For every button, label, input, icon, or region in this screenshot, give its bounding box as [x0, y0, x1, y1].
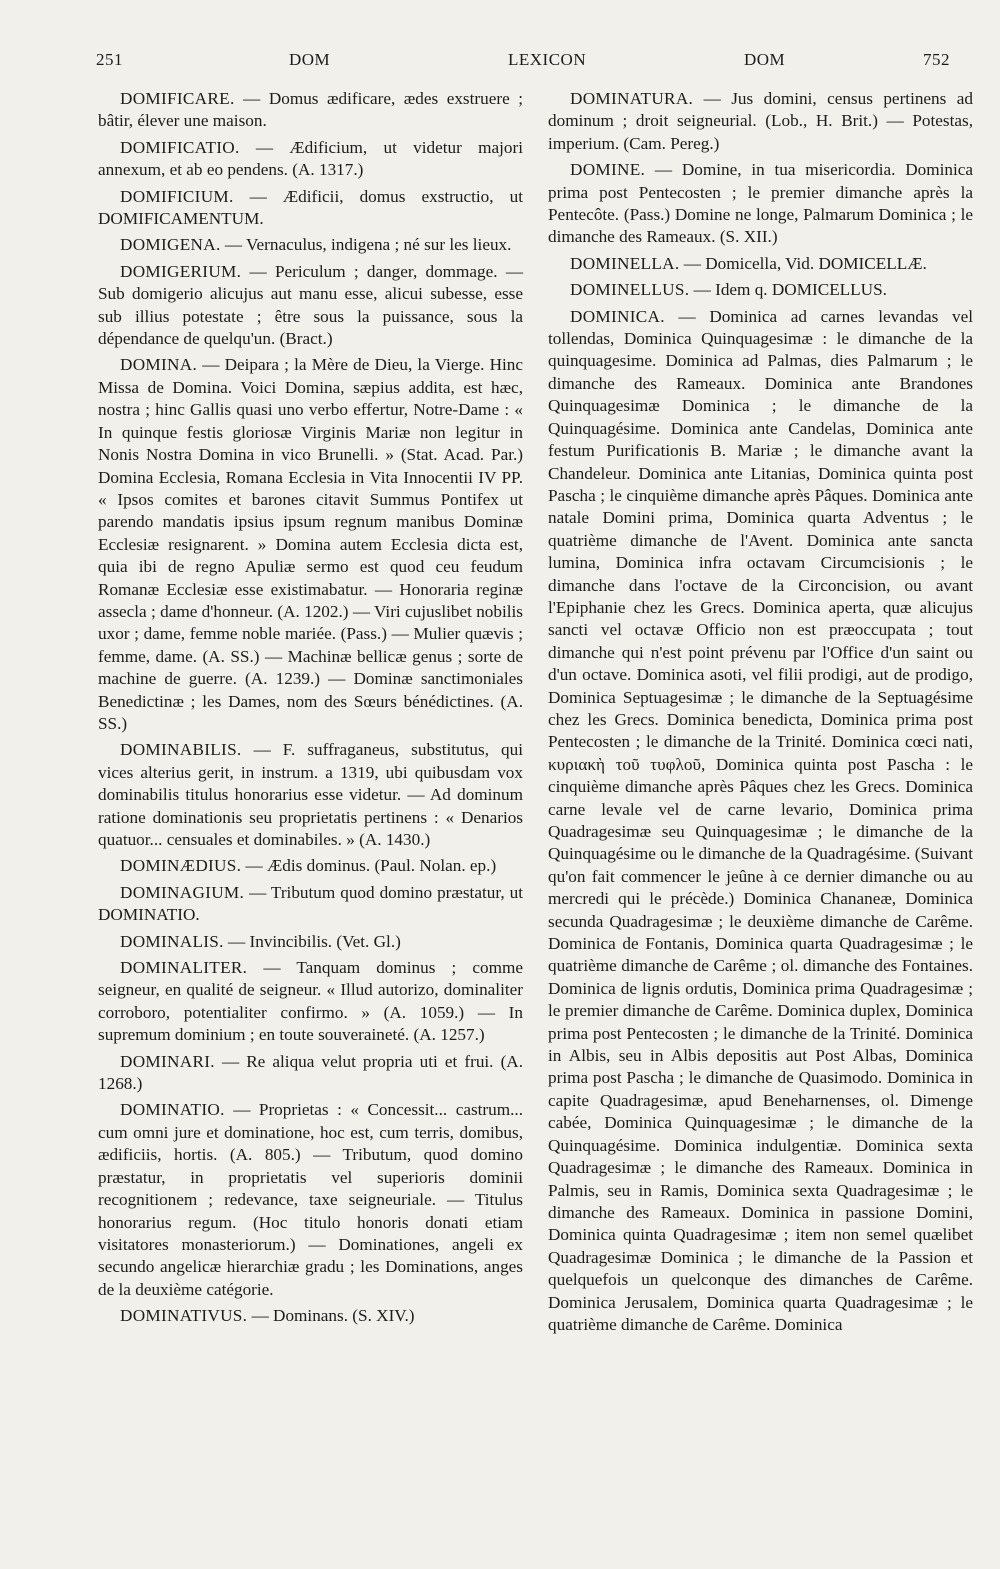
entry-definition: — Domicella, Vid. DOMICELLÆ. [683, 253, 927, 273]
entry-definition: — Tributum quod domino præstatur, ut DOMINATIO. [98, 882, 523, 925]
entry-headword: DOMINELLA. [570, 253, 680, 273]
dictionary-entry [98, 1051, 523, 1096]
left-column [98, 88, 523, 1332]
dictionary-entry [98, 739, 523, 851]
entry-headword: DOMINARI. [120, 1051, 215, 1071]
entry-headword: DOMIFICARE. [120, 89, 235, 108]
entry-headword: DOMINATIO. [120, 1100, 225, 1120]
entry-headword: DOMIFICATIO. [120, 137, 240, 157]
entry-headword: DOMINABILIS. [120, 740, 242, 760]
dictionary-entry [548, 253, 973, 275]
entry-headword: DOMINALIS. [120, 931, 224, 951]
dictionary-entry [98, 234, 523, 256]
running-title: LEXICON [508, 50, 587, 69]
dictionary-entry [98, 137, 523, 182]
entry-headword: DOMINALITER. [120, 958, 248, 978]
dictionary-entry [98, 882, 523, 927]
dictionary-entry [548, 159, 973, 249]
entry-headword: DOMIGENA. [120, 235, 221, 255]
right-column [548, 88, 973, 1340]
dictionary-entry [98, 855, 523, 877]
page-number-right: 752 [923, 50, 950, 69]
entry-headword: DOMINE. [570, 160, 646, 180]
dictionary-entry [548, 279, 973, 301]
dictionary-entry [98, 88, 523, 133]
entry-definition: — Tanquam dominus ; comme seigneur, en qualité de seigneur. « Illud autorizo, dominaliter corroboro, potentialiter confirmo. » (A. 1059.) — In supremum dominium ; en toute souveraineté. (A. 1257.) [98, 958, 524, 1045]
entry-definition: — Idem q. DOMICELLUS. [693, 280, 887, 300]
entry-definition: — Deipara ; la Mère de Dieu, la Vierge. Hinc Missa de Domina. Voici Domina, sæpius addita, est hæc, nostra ; hinc Gallis quasi uno verbo effertur, Notre-Dame : « In quinque festis gloriosæ Virginis Mariæ non legitur in Nonis Nostra Domina in vico Brunelli. » (Stat. Acad. Par.) Domina Ecclesia, Romana Ecclesia in Vita Innocentii IV PP. « Ipsos comites et barones citavit Summus Pontifex ut parendo mandatis ipsius ipsum regnum manibus Dominæ Ecclesiæ resignarent. » Domina autem Ecclesia dicta est, quia ibi de regno Apuliæ sermo est quod ceu feudum Romanæ Ecclesiæ esse existimabatur. — Honoraria reginæ assecla ; dame d'honneur. (A. 1202.) — Viri cujuslibet nobilis uxor ; dame, femme noble mariée. (Pass.) — Mulier quævis ; femme, dame. (A. SS.) — Machinæ bellicæ genus ; sorte de machine de guerre. (A. 1239.) — Dominæ sanctimoniales Benedictinæ ; les Dames, nom des Sœurs bénédictines. (A. SS.) [98, 355, 524, 733]
dictionary-entry [548, 306, 973, 1337]
entry-definition: — Proprietas : « Concessit... castrum... cum omni jure et dominatione, hoc est, cum terris, domibus, ædificiis, hortis. (A. 805.) — Tributum, quod domino præstatur, in proprietatis vel superioris dominii recognitionem ; redevance, taxe seigneuriale. — Titulus honorarius regum. (Hoc titulo honoris donati etiam visitatores monasteriorum.) — Dominationes, angeli ex secundo angelicæ hierarchiæ gradu ; les Dominations, anges de la deuxième catégorie. [98, 1100, 524, 1299]
entry-definition: — Periculum ; danger, dommage. — Sub domigerio alicujus aut manu esse, alicui subesse, esse sub illius potestate ; être sous la puissance, sous la dépendance de quelqu'un. (Bract.) [98, 261, 524, 349]
page-number-left: 251 [96, 50, 123, 69]
dictionary-entry [98, 1099, 523, 1301]
dictionary-entry [98, 931, 523, 953]
entry-headword: DOMINÆDIUS. [120, 856, 242, 876]
entry-definition: — Vernaculus, indigena ; né sur les lieux. [224, 235, 512, 255]
entry-headword: DOMIGERIUM. [120, 261, 242, 281]
entry-headword: DOMINA. [120, 355, 198, 375]
entry-definition: — Dominica ad carnes levandas vel tollendas, Dominica Quinquagesimæ : le dimanche de la quinquagesime. Dominica ad Palmas, dies Palmarum ; le dimanche des Rameaux. Dominica ante Brandones Quinquagesimæ Dominica ; le dimanche de la Quinquagésime. Dominica ante Candelas, Dominica ante festum Purificationis B. Mariæ ; le dimanche avant la Chandeleur. Dominica ante Litanias, Dominica quinta post Pascha ; le cinquième dimanche après Pâques. Dominica ante natale Domini prima, Dominica quarta Adventus ; le quatrième dimanche de l'Avent. Dominica ante sancta lumina, Dominica infra octavam Circumcisionis ; le dimanche dans l'octave de la Circoncision, ou avant l'Epiphanie chez les Grecs. Dominica aperta, quæ alicujus sancti vel octavæ Officio non est præoccupata ; tout dimanche qui n'est point prévenu par l'Office d'un saint ou d'un octave. Dominica asoti, vel filii prodigi, aut de prodigo, Dominica Septuagesimæ ; le dimanche de la Septuagésime chez les Grecs. Dominica benedicta, Dominica prima post Pentecosten ; le dimanche de la Trinité. Dominica cœci nati, κυριακὴ τοῦ τυφλοῦ, Dominica quinta post Pascha : le cinquième dimanche après Pâques chez les Grecs. Dominica carne levale vel de carne levario, Dominica prima Quadragesimæ seu Quinquagesimæ ; le dimanche de la Quinquagésime ou le dimanche de la Quadragésime. (Suivant qu'on fait commencer le jeûne à ce dernier dimanche ou au mercredi qui le précède.) Dominica Chananeæ, Dominica secunda Quadragesimæ ; le deuxième dimanche de Carême. Dominica de Fontanis, Dominica quarta Quadragesimæ ; le quatrième dimanche de Carême ; ol. dimanche des Fontaines. Dominica de lignis ordutis, Dominica prima Quadragesimæ ; le premier dimanche de Carême. Dominica duplex, Dominica prima post Pentecosten ; le dimanche de la Trinité. Dominica in Albis, seu in Albis depositis aut Post Albas, Dominica prima post Pascha ; le dimanche de Quasimodo. Dominica in capite Quadragesimæ, apud Beneharnenses, ol. Dimenge cabée, Dominica Quinquagesimæ ; le dimanche de la Quinquagésime. Dominica indulgentiæ. Dominica sexta Quadragesimæ ; le dimanche des Rameaux. Dominica in Palmis, seu in Ramis, Dominica sexta Quadragesimæ ; le dimanche des Rameaux. Dominica in passione Domini, Dominica quinta Quadragesimæ ; item non semel quælibet Quadragesimæ Dominica ; le dimanche de la Passion et quelquefois un quelconque des dimanches de Carême. Dominica Jerusalem, Dominica quarta Quadragesimæ ; le quatrième dimanche de Carême. Dominica [548, 306, 973, 1334]
entry-definition: — Jus domini, census pertinens ad dominum ; droit seigneurial. (Lob., H. Brit.) — Potestas, imperium. (Cam. Pereg.) [548, 89, 974, 153]
dictionary-entry [98, 186, 523, 231]
entry-definition: — Domus ædificare, ædes exstruere ; bâtir, élever une maison. [98, 89, 524, 131]
entry-headword: DOMINICA. [570, 306, 665, 326]
running-head [96, 50, 950, 78]
entry-headword: DOMIFICIUM. [120, 186, 234, 206]
dictionary-entry [548, 88, 973, 155]
entry-headword: DOMINAGIUM. [120, 882, 245, 902]
entry-headword: DOMINATURA. [570, 89, 694, 108]
entry-definition: — Re aliqua velut propria uti et frui. (A. 1268.) [98, 1051, 523, 1094]
entry-definition: — Ædificii, domus exstructio, ut DOMIFICAMENTUM. [98, 186, 523, 229]
entry-headword: DOMINELLUS. [570, 280, 690, 300]
entry-definition: — F. suffraganeus, substitutus, qui vices alterius gerit, in instrum. a 1319, ubi quibusdam vox dominabilis titulus honorarius esse videtur. — Ad dominum ratione dominationis seu proprietatis pertinens : « Denarios quatuor... censuales et dominabiles. » (A. 1430.) [98, 740, 524, 849]
entry-definition: — Invincibilis. (Vet. Gl.) [228, 931, 401, 951]
entry-definition: — Domine, in tua misericordia. Dominica prima post Pentecosten ; le premier dimanche après la Pentecôte. (Pass.) Domine ne longe, Palmarum Dominica ; le dimanche des Rameaux. (S. XII.) [548, 160, 974, 247]
guide-word-right: DOM [744, 50, 786, 69]
entry-definition: — Ædis dominus. (Paul. Nolan. ep.) [245, 856, 497, 876]
dictionary-entry [98, 261, 523, 351]
entry-headword: DOMINATIVUS. [120, 1306, 248, 1326]
entry-definition: — Dominans. (S. XIV.) [251, 1306, 415, 1326]
dictionary-entry [98, 957, 523, 1047]
entry-definition: — Ædificium, ut videtur majori annexum, et ab eo pendens. (A. 1317.) [98, 137, 524, 180]
dictionary-entry [98, 1305, 523, 1327]
guide-word-left: DOM [289, 50, 331, 69]
dictionary-entry [98, 354, 523, 735]
